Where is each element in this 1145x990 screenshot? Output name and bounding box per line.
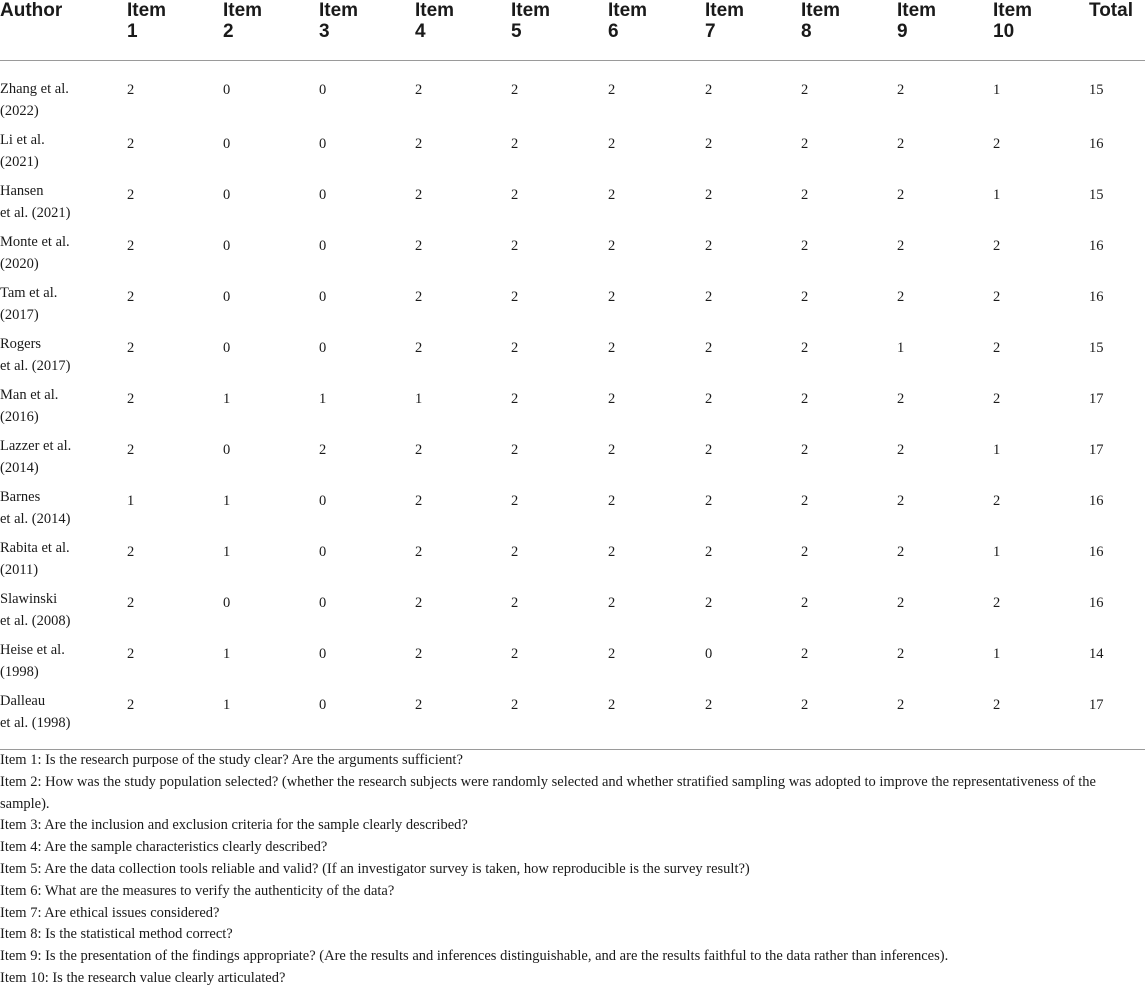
header-label-line2: 9 — [897, 21, 908, 42]
header-label-line1: Item — [705, 0, 745, 21]
score-cell: 2 — [801, 339, 809, 356]
score-cell: 2 — [127, 288, 135, 305]
author-line: (2022) — [0, 103, 39, 119]
header-label-line1: Item — [319, 0, 359, 21]
score-cell: 2 — [415, 186, 423, 203]
column-header-item-5 — [511, 0, 608, 61]
score-cell: 2 — [319, 441, 327, 458]
author-line: Man et al. — [0, 386, 59, 403]
total-cell: 14 — [1089, 645, 1104, 662]
author-line: (2016) — [0, 408, 39, 425]
score-cell: 2 — [415, 543, 423, 560]
score-cell: 2 — [608, 82, 616, 98]
score-cell: 2 — [993, 492, 1001, 509]
author-line: (2017) — [0, 306, 39, 323]
table-row — [0, 486, 1145, 537]
score-cell: 2 — [127, 186, 135, 203]
score-cell: 2 — [608, 135, 616, 152]
header-label-line2: 5 — [511, 21, 522, 42]
author-cell — [0, 588, 127, 639]
header-label-line1: Item — [223, 0, 263, 21]
footnote-item-9: Item 9: Is the presentation of the findings appropriate? (Are the results and inferences distinguishable, and are the results faithful to the data rather than inferences). — [0, 948, 949, 965]
score-cell: 2 — [801, 492, 809, 509]
score-cell: 1 — [897, 339, 905, 356]
total-cell: 16 — [1089, 594, 1104, 611]
score-cell: 1 — [993, 543, 1001, 560]
column-header-item-2 — [223, 0, 319, 61]
score-cell: 0 — [319, 135, 327, 152]
score-cell: 2 — [511, 441, 519, 458]
score-cell: 2 — [897, 390, 905, 407]
score-cell: 0 — [319, 288, 327, 305]
total-cell: 16 — [1089, 237, 1104, 254]
score-cell: 2 — [127, 543, 135, 560]
score-cell: 2 — [897, 594, 905, 611]
score-cell: 2 — [511, 543, 519, 560]
score-cell: 2 — [511, 288, 519, 305]
footnote-item-7: Item 7: Are ethical issues considered? — [0, 904, 220, 921]
score-cell: 0 — [319, 690, 415, 750]
score-cell: 2 — [127, 441, 135, 458]
author-cell — [0, 639, 127, 690]
total-cell: 17 — [1089, 441, 1104, 458]
column-header-item-7 — [705, 0, 801, 61]
header-label-line2: 1 — [127, 21, 138, 42]
score-cell: 0 — [223, 186, 231, 203]
score-cell: 2 — [897, 690, 993, 750]
score-cell: 2 — [608, 288, 616, 305]
author-line: et al. (2008) — [0, 612, 71, 629]
score-cell: 0 — [223, 339, 231, 356]
score-cell: 2 — [511, 390, 519, 407]
table-row — [0, 231, 1145, 282]
column-header-item-6 — [608, 0, 705, 61]
author-cell — [0, 384, 127, 435]
author-line: Heise et al. — [0, 641, 65, 658]
score-cell: 2 — [608, 339, 616, 356]
score-cell: 2 — [897, 441, 905, 458]
header-label-line1: Item — [415, 0, 455, 21]
score-cell: 1 — [223, 645, 231, 662]
score-cell: 0 — [319, 492, 327, 509]
score-cell: 1 — [415, 390, 423, 407]
table-row — [0, 333, 1145, 384]
header-label-line2: 4 — [415, 21, 426, 42]
table-row — [0, 690, 1145, 750]
score-cell: 0 — [319, 594, 327, 611]
score-cell: 2 — [801, 288, 809, 305]
author-cell — [0, 537, 127, 588]
score-cell: 2 — [511, 237, 519, 254]
score-cell: 1 — [993, 645, 1001, 662]
footnote-item-2: Item 2: How was the study population selected? (whether the research subjects were randomly selected and whether stratified sampling was adopted to improve the representativeness of the sample). — [0, 773, 1096, 812]
score-cell: 1 — [993, 441, 1001, 458]
score-cell: 2 — [705, 186, 713, 203]
author-line: (2020) — [0, 255, 39, 272]
header-label-line2: 8 — [801, 21, 812, 42]
score-cell: 2 — [801, 690, 897, 750]
table-row — [0, 537, 1145, 588]
header-label-line2: 3 — [319, 21, 330, 42]
score-cell: 2 — [705, 390, 713, 407]
score-cell: 2 — [127, 135, 135, 152]
author-line: et al. (2017) — [0, 357, 71, 374]
author-cell — [0, 282, 127, 333]
score-cell: 2 — [415, 492, 423, 509]
total-cell: 17 — [1089, 390, 1104, 407]
score-cell: 2 — [608, 186, 616, 203]
footnote-item-3: Item 3: Are the inclusion and exclusion criteria for the sample clearly described? — [0, 817, 468, 834]
score-cell: 2 — [127, 645, 135, 662]
column-header-item-8 — [801, 0, 897, 61]
header-label-line2: 2 — [223, 21, 234, 42]
score-cell: 0 — [223, 237, 231, 254]
score-cell: 2 — [511, 690, 608, 750]
header-label-line1: Item — [511, 0, 551, 21]
author-cell — [0, 690, 127, 750]
total-cell: 16 — [1089, 288, 1104, 305]
score-cell: 2 — [608, 441, 616, 458]
score-cell: 1 — [223, 492, 231, 509]
score-cell: 0 — [223, 135, 231, 152]
score-cell: 2 — [415, 645, 423, 662]
column-header-item-1 — [127, 0, 223, 61]
footnote-item-10: Item 10: Is the research value clearly articulated? — [0, 969, 286, 986]
column-header-item-10 — [993, 0, 1089, 61]
score-cell: 0 — [223, 441, 231, 458]
score-cell: 2 — [511, 492, 519, 509]
score-cell: 2 — [127, 82, 135, 98]
score-cell: 0 — [319, 339, 327, 356]
score-cell: 0 — [705, 645, 713, 662]
author-cell — [0, 486, 127, 537]
score-cell: 1 — [223, 390, 231, 407]
score-cell: 2 — [127, 237, 135, 254]
column-header-item-4 — [415, 0, 511, 61]
score-cell: 2 — [705, 288, 713, 305]
header-label-line1: Total — [1089, 0, 1133, 21]
score-cell: 2 — [511, 135, 519, 152]
score-cell: 2 — [801, 441, 809, 458]
table-row — [0, 180, 1145, 231]
score-cell: 2 — [127, 594, 135, 611]
score-cell: 2 — [705, 492, 713, 509]
author-line: et al. (1998) — [0, 714, 71, 731]
author-line: Rabita et al. — [0, 539, 70, 556]
score-cell: 2 — [801, 645, 809, 662]
score-cell: 2 — [897, 492, 905, 509]
score-cell: 2 — [993, 690, 1089, 750]
score-cell: 1 — [993, 82, 1001, 98]
score-cell: 0 — [223, 594, 231, 611]
total-cell: 17 — [1089, 690, 1145, 750]
score-cell: 2 — [705, 82, 713, 98]
author-line: et al. (2021) — [0, 204, 71, 221]
footnote-item-6: Item 6: What are the measures to verify the authenticity of the data? — [0, 882, 395, 899]
table-footnotes — [0, 750, 1140, 990]
header-label-line1: Item — [608, 0, 648, 21]
score-cell: 1 — [993, 186, 1001, 203]
header-label-line2: 10 — [993, 21, 1015, 42]
table-row — [0, 639, 1145, 690]
score-cell: 2 — [415, 82, 423, 98]
author-cell — [0, 129, 127, 180]
score-cell: 2 — [897, 543, 905, 560]
score-cell: 2 — [801, 390, 809, 407]
score-cell: 2 — [897, 237, 905, 254]
table-row — [0, 61, 1145, 129]
score-cell: 2 — [608, 594, 616, 611]
score-cell: 0 — [319, 186, 327, 203]
header-label-line1: Item — [897, 0, 937, 21]
score-cell: 0 — [319, 543, 327, 560]
score-cell: 2 — [993, 288, 1001, 305]
score-cell: 1 — [127, 492, 135, 509]
score-cell: 2 — [415, 135, 423, 152]
score-cell: 2 — [801, 82, 809, 98]
author-line: Monte et al. — [0, 233, 70, 250]
author-line: Tam et al. — [0, 284, 58, 301]
score-cell: 1 — [319, 390, 327, 407]
score-cell: 2 — [705, 339, 713, 356]
column-header-item-3 — [319, 0, 415, 61]
header-label-line1: Author — [0, 0, 63, 21]
footnote-item-1: Item 1: Is the research purpose of the study clear? Are the arguments sufficient? — [0, 752, 463, 768]
score-cell: 2 — [993, 339, 1001, 356]
header-label-line1: Item — [801, 0, 841, 21]
score-cell: 0 — [319, 645, 327, 662]
author-cell — [0, 333, 127, 384]
table-row — [0, 588, 1145, 639]
score-cell: 2 — [705, 441, 713, 458]
score-cell: 2 — [897, 82, 905, 98]
score-cell: 2 — [415, 339, 423, 356]
author-line: Hansen — [0, 182, 44, 199]
total-cell: 16 — [1089, 543, 1104, 560]
score-cell: 2 — [801, 594, 809, 611]
score-cell: 2 — [415, 594, 423, 611]
author-line: Dalleau — [0, 692, 46, 709]
footnote-item-8: Item 8: Is the statistical method correct? — [0, 926, 233, 943]
score-cell: 2 — [801, 135, 809, 152]
score-cell: 2 — [127, 339, 135, 356]
score-cell: 1 — [223, 690, 319, 750]
score-cell: 2 — [511, 186, 519, 203]
score-cell: 2 — [511, 339, 519, 356]
score-cell: 2 — [993, 135, 1001, 152]
score-cell: 2 — [897, 135, 905, 152]
score-cell: 2 — [705, 690, 801, 750]
author-line: (1998) — [0, 663, 39, 680]
column-header-item-9 — [897, 0, 993, 61]
table-body — [0, 61, 1145, 750]
score-cell: 2 — [705, 237, 713, 254]
author-line: (2021) — [0, 153, 39, 170]
column-header-author — [0, 0, 127, 61]
author-line: Li et al. — [0, 131, 45, 148]
score-cell: 2 — [705, 543, 713, 560]
score-cell: 2 — [415, 237, 423, 254]
score-cell: 2 — [801, 237, 809, 254]
score-cell: 0 — [319, 82, 327, 98]
column-header-total — [1089, 0, 1145, 61]
author-cell — [0, 180, 127, 231]
table-header-row — [0, 0, 1145, 61]
score-cell: 2 — [415, 690, 511, 750]
author-line: Lazzer et al. — [0, 437, 72, 454]
author-line: Zhang et al. — [0, 81, 69, 97]
total-cell: 15 — [1089, 186, 1104, 203]
score-cell: 2 — [897, 645, 905, 662]
author-cell — [0, 231, 127, 282]
footnote-item-4: Item 4: Are the sample characteristics clearly described? — [0, 839, 328, 856]
author-cell — [0, 61, 127, 129]
total-cell: 15 — [1089, 339, 1104, 356]
score-cell: 2 — [705, 135, 713, 152]
score-cell: 2 — [608, 390, 616, 407]
author-cell — [0, 435, 127, 486]
header-label-line1: Item — [993, 0, 1033, 21]
total-cell: 16 — [1089, 135, 1104, 152]
author-line: Rogers — [0, 335, 42, 352]
score-cell: 1 — [223, 543, 231, 560]
table-row — [0, 129, 1145, 180]
header-label-line1: Item — [127, 0, 167, 21]
footnote-item-5: Item 5: Are the data collection tools reliable and valid? (If an investigator survey is taken, how reproducible is the survey result?) — [0, 860, 750, 877]
author-line: Barnes — [0, 488, 41, 505]
score-cell: 0 — [223, 288, 231, 305]
score-cell: 2 — [511, 82, 519, 98]
author-line: et al. (2014) — [0, 510, 71, 527]
table-row — [0, 384, 1145, 435]
author-line: Slawinski — [0, 590, 58, 607]
score-cell: 2 — [608, 492, 616, 509]
score-cell: 2 — [511, 645, 519, 662]
score-cell: 2 — [415, 288, 423, 305]
author-line: (2011) — [0, 561, 39, 578]
score-cell: 2 — [801, 186, 809, 203]
score-cell: 2 — [511, 594, 519, 611]
score-cell: 2 — [608, 690, 705, 750]
score-cell: 2 — [415, 441, 423, 458]
score-cell: 2 — [608, 543, 616, 560]
table-row — [0, 282, 1145, 333]
score-cell: 2 — [127, 690, 223, 750]
score-cell: 2 — [897, 186, 905, 203]
header-label-line2: 7 — [705, 21, 716, 42]
total-cell: 16 — [1089, 492, 1104, 509]
score-cell: 2 — [897, 288, 905, 305]
score-cell: 2 — [993, 237, 1001, 254]
author-line: (2014) — [0, 459, 39, 476]
header-label-line2: 6 — [608, 21, 619, 42]
score-cell: 2 — [705, 594, 713, 611]
table-row — [0, 435, 1145, 486]
score-cell: 2 — [993, 390, 1001, 407]
score-cell: 0 — [223, 82, 231, 98]
score-cell: 2 — [608, 645, 616, 662]
score-cell: 0 — [319, 237, 327, 254]
score-cell: 2 — [608, 237, 616, 254]
total-cell: 15 — [1089, 82, 1104, 98]
score-cell: 2 — [801, 543, 809, 560]
score-cell: 2 — [127, 390, 135, 407]
score-cell: 2 — [993, 594, 1001, 611]
